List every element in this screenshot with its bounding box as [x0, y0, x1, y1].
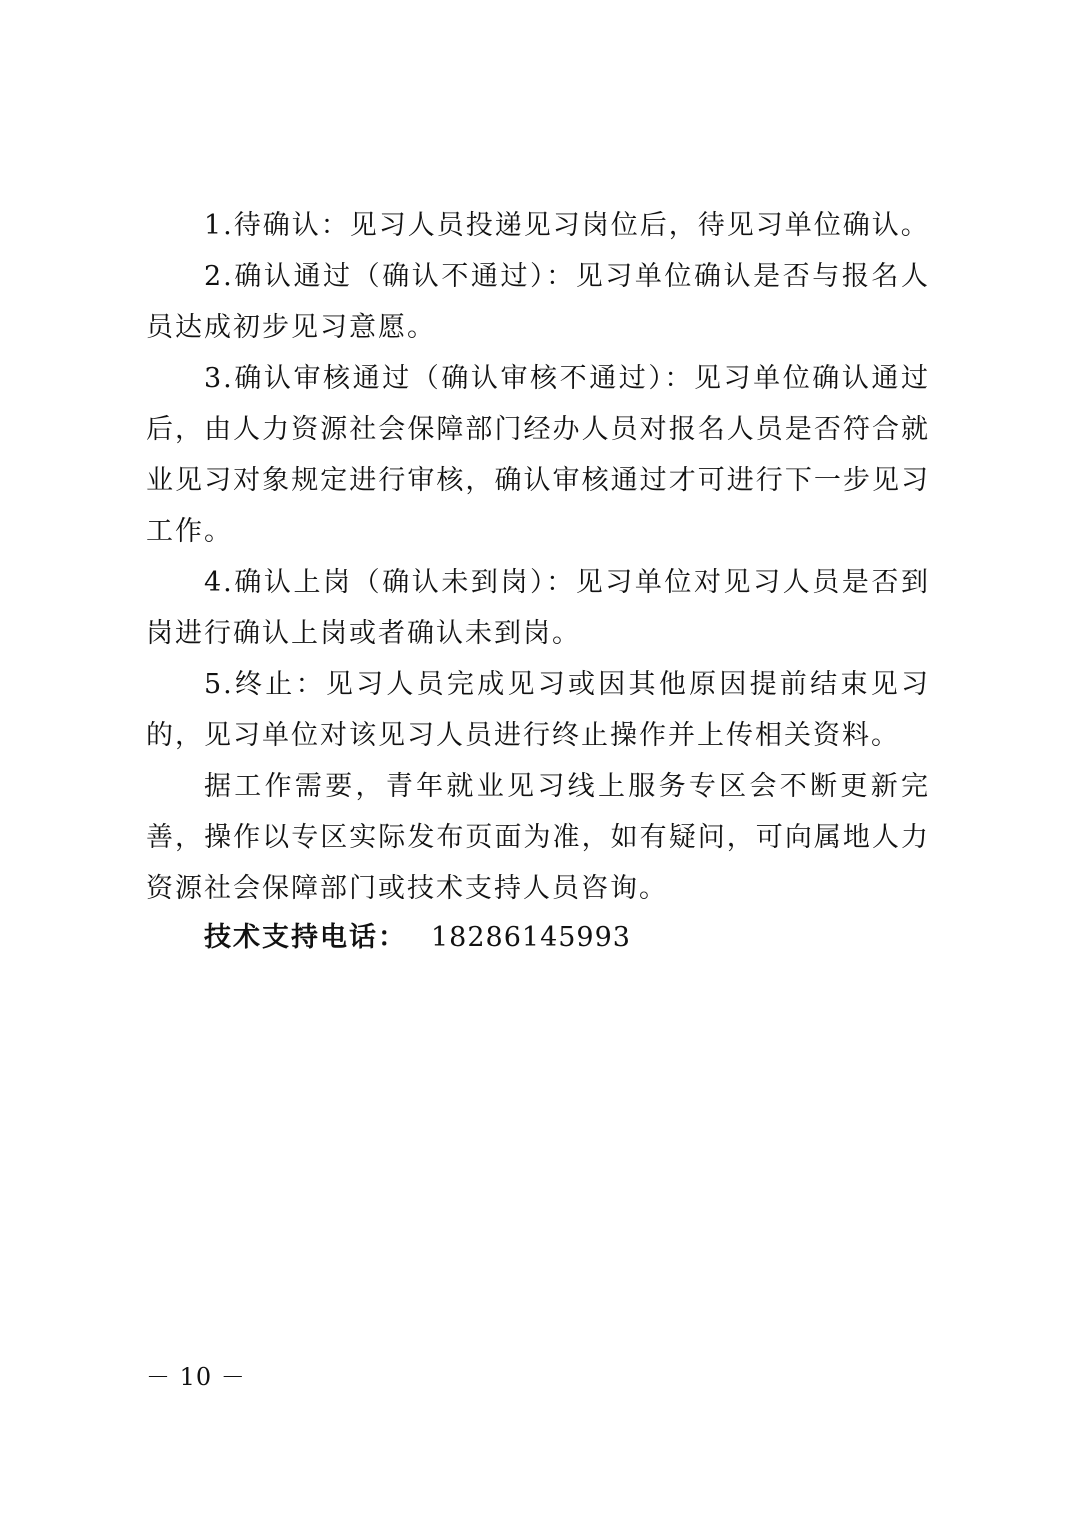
item-confirmed: 2.确认通过（确认不通过）：见习单位确认是否与报名人员达成初步见习意愿。 [146, 261, 930, 343]
item-pending-confirmation: 1.待确认：见习人员投递见习岗位后，待见习单位确认。 [204, 210, 930, 241]
tech-support-label: 技术支持电话： [204, 922, 407, 953]
item-review-approved: 3.确认审核通过（确认审核不通过）：见习单位确认通过后，由人力资源社会保障部门经办人员对报名人员是否符合就业见习对象规定进行审核，确认审核通过才可进行下一步见习工作。 [146, 363, 930, 547]
tech-support-phone: 18286145993 [431, 922, 631, 953]
page-number: － 10 － [146, 1363, 246, 1391]
closing-note: 据工作需要，青年就业见习线上服务专区会不断更新完善，操作以专区实际发布页面为准，如有疑问，可向属地人力资源社会保障部门或技术支持人员咨询。 [146, 771, 930, 904]
body-text [146, 200, 930, 914]
item-on-duty: 4.确认上岗（确认未到岗）：见习单位对见习人员是否到岗进行确认上岗或者确认未到岗。 [146, 567, 930, 649]
tech-support-contact [204, 912, 631, 963]
item-terminated: 5.终止：见习人员完成见习或因其他原因提前结束见习的，见习单位对该见习人员进行终止操作并上传相关资料。 [146, 669, 930, 751]
